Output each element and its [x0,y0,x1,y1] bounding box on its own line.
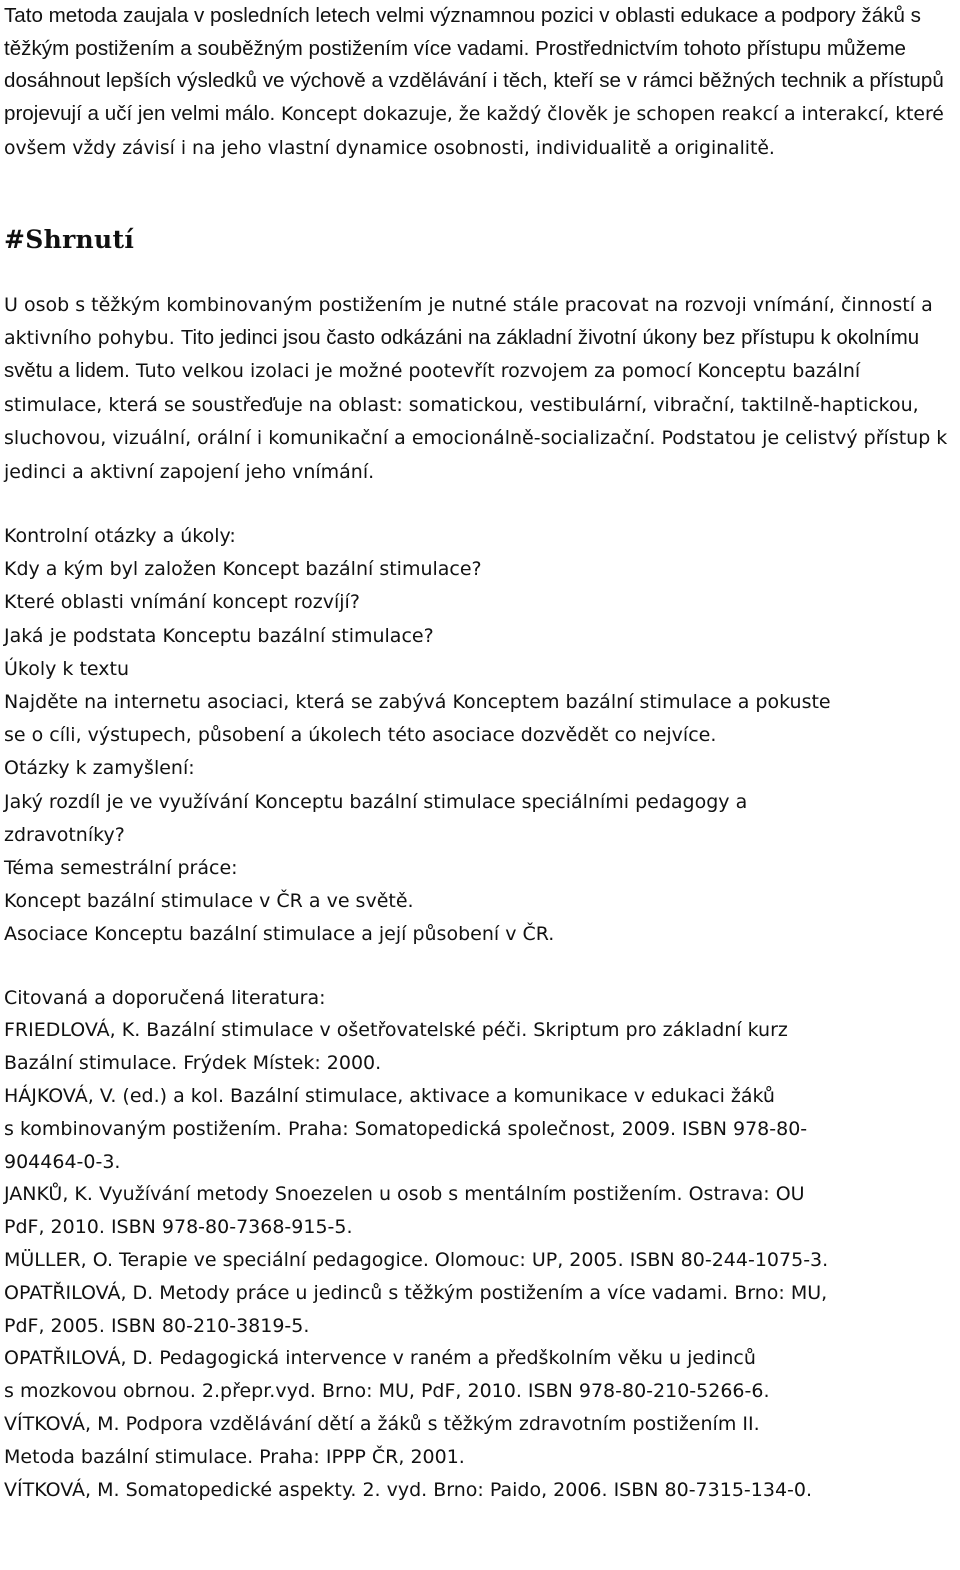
reference-line: PdF, 2005. ISBN 80-210-3819-5. [4,1314,310,1337]
summary-part-1: U osob s těžkým kombinovaným postižením je nutné stále pracovat na rozvoji vnímání, činností a aktivního pohybu. [4,293,933,349]
thesis-line: Koncept bazální stimulace v ČR a ve světě. [4,890,414,913]
reference-line: VÍTKOVÁ, M. Podpora vzdělávání dětí a žáků s těžkým zdravotním postižením II. [4,1412,760,1435]
summary-part-3: Tuto velkou izolaci je možné pootevřít rozvojem za pomocí Konceptu bazální stimulace, která se soustřeďuje na oblast: somatickou, vestibulární, vibrační, taktilně-haptickou, sluchovou, vizuální, orální i komunikační a emocionálně-socializační. Podstatou je celistvý přístup k jedinci a aktivní zapojení jeho vnímání. [4,360,948,483]
reference-line: HÁJKOVÁ, V. (ed.) a kol. Bazální stimulace, aktivace a komunikace v edukaci žáků [4,1084,775,1107]
reference-line: MÜLLER, O. Terapie ve speciální pedagogice. Olomouc: UP, 2005. ISBN 80-244-1075-3. [4,1248,829,1271]
literature-section [4,982,956,1507]
reference-line: VÍTKOVÁ, M. Somatopedické aspekty. 2. vyd. Brno: Paido, 2006. ISBN 80-7315-134-0. [4,1478,813,1501]
summary-heading: #Shrnutí [4,224,135,254]
page-content [4,0,956,1506]
intro-paragraph [4,0,956,166]
reference-line: 904464-0-3. [4,1150,121,1173]
questions-section [4,520,956,952]
reflection-line: zdravotníky? [4,823,125,846]
task-line: Najděte na internetu asociaci, která se zabývá Konceptem bazální stimulace a pokuste [4,690,831,713]
summary-paragraph [4,289,956,489]
summary-part-2: Tito jedinci jsou často odkázáni na základní životní úkony bez přístupu k okolnímu světu a lidem. [4,326,920,383]
reference-line: Bazální stimulace. Frýdek Místek: 2000. [4,1052,382,1075]
question-line: Kdy a kým byl založen Koncept bazální stimulace? [4,558,482,581]
thesis-heading: Téma semestrální práce: [4,856,238,879]
question-line: Které oblasti vnímání koncept rozvíjí? [4,591,360,614]
task-line: se o cíli, výstupech, působení a úkolech této asociace dozvědět co nejvíce. [4,724,717,747]
reference-line: OPATŘILOVÁ, D. Metody práce u jedinců s těžkým postižením a více vadami. Brno: MU, [4,1281,828,1304]
tasks-heading: Úkoly k textu [4,657,130,680]
intro-text: Tato metoda zaujala v posledních letech velmi významnou pozici v oblasti edukace a podpory žáků s těžkým postižením a souběžným postižením více vadami. Prostřednictvím tohoto přístupu můžeme dosáhnout lepších výsledků ve výchově a vzdělávání i těch, kteří se v rámci běžných technik a přístupů projevují a učí jen velmi málo. [4,4,944,126]
reference-line: s kombinovaným postižením. Praha: Somatopedická společnost, 2009. ISBN 978-80- [4,1117,808,1140]
reference-line: s mozkovou obrnou. 2.přepr.vyd. Brno: MU, PdF, 2010. ISBN 978-80-210-5266-6. [4,1380,770,1403]
reference-line: Metoda bazální stimulace. Praha: IPPP ČR, 2001. [4,1445,465,1468]
reference-line: PdF, 2010. ISBN 978-80-7368-915-5. [4,1216,353,1239]
reference-line: OPATŘILOVÁ, D. Pedagogická intervence v raném a předškolním věku u jedinců [4,1347,756,1370]
reference-line: JANKŮ, K. Využívání metody Snoezelen u osob s mentálním postižením. Ostrava: OU [4,1183,805,1206]
questions-heading: Kontrolní otázky a úkoly: [4,524,236,547]
reflection-heading: Otázky k zamyšlení: [4,757,195,780]
reflection-line: Jaký rozdíl je ve využívání Konceptu bazální stimulace speciálními pedagogy a [4,790,748,813]
question-line: Jaká je podstata Konceptu bazální stimulace? [4,624,434,647]
reference-line: FRIEDLOVÁ, K. Bazální stimulace v ošetřovatelské péči. Skriptum pro základní kurz [4,1019,788,1042]
literature-heading: Citovaná a doporučená literatura: [4,986,326,1009]
thesis-line: Asociace Konceptu bazální stimulace a její působení v ČR. [4,923,555,946]
intro-tail-text: Koncept dokazuje, že každý člověk je schopen reakcí a interakcí, které ovšem vždy závisí i na jeho vlastní dynamice osobnosti, individualitě a originalitě. [4,104,944,159]
